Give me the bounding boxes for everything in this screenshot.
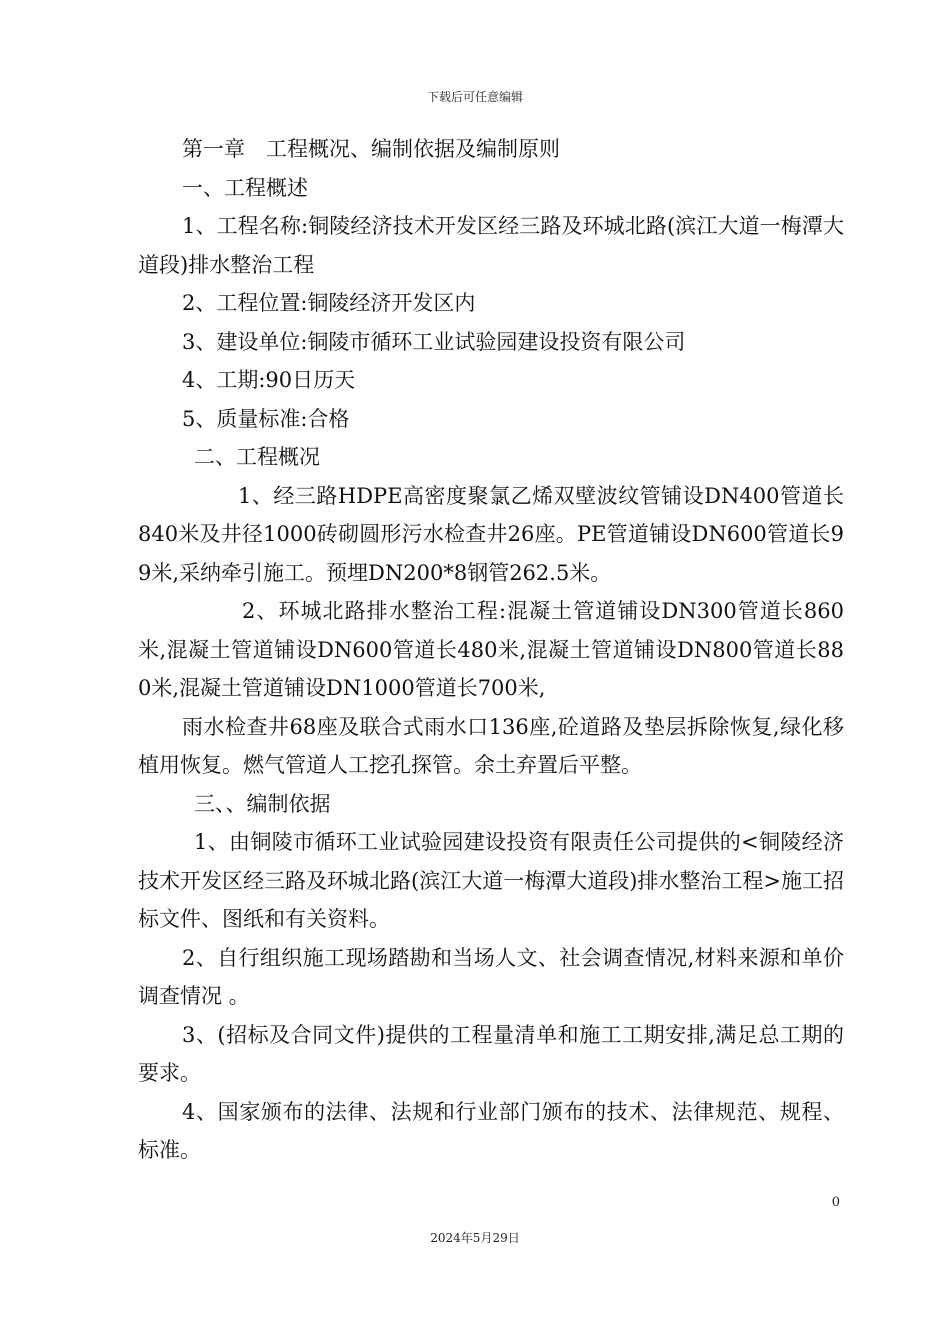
- paragraph: 1、工程名称:铜陵经济技术开发区经三路及环城北路(滨江大道一梅潭大道段)排水整治工程: [138, 214, 844, 277]
- paragraph: 4、国家颁布的法律、法规和行业部门颁布的技术、法律规范、规程、标准。: [138, 1099, 844, 1162]
- paragraph: 1、由铜陵市循环工业试验园建设投资有限责任公司提供的<铜陵经济技术开发区经三路及环城北路(滨江大道一梅潭大道段)排水整治工程>施工招标文件、图纸和有关资料。: [138, 830, 844, 931]
- section-heading: 二、工程概况: [194, 445, 320, 469]
- paragraph: 3、建设单位:铜陵市循环工业试验园建设投资有限公司: [182, 329, 686, 354]
- page-header: 下载后可任意编辑: [426, 90, 523, 104]
- paragraph: 2、环城北路排水整治工程:混凝土管道铺设DN300管道长860米,混凝土管道铺设DN600管道长480米,混凝土管道铺设DN800管道长880米,混凝土管道铺设DN1000管道长700米,: [138, 599, 844, 700]
- paragraph: 雨水检查井68座及联合式雨水口136座,砼道路及垫层拆除恢复,绿化移植用恢复。燃气管道人工挖孔探管。余土弃置后平整。: [138, 714, 844, 777]
- document-body: [138, 130, 844, 1170]
- page-footer-date: 2024年5月29日: [430, 1231, 520, 1245]
- paragraph: 4、工期:90日历天: [182, 368, 356, 392]
- paragraph: 2、自行组织施工现场踏勘和当场人文、社会调查情况,材料来源和单价调查情况 。: [138, 945, 844, 1008]
- paragraph: 1、经三路HDPE高密度聚氯乙烯双壁波纹管铺设DN400管道长840米及井径1000砖砌圆形污水检查井26座。PE管道铺设DN600管道长99米,采纳牵引施工。预埋DN200*8钢管262.5米。: [138, 483, 844, 585]
- paragraph: 2、工程位置:铜陵经济开发区内: [182, 291, 476, 315]
- page-number: 0: [831, 1195, 840, 1210]
- chapter-title: 第一章 工程概况、编制依据及编制原则: [182, 137, 560, 161]
- section-heading: 三、、编制依据: [194, 791, 331, 816]
- paragraph: 3、(招标及合同文件)提供的工程量清单和施工工期安排,满足总工期的要求。: [138, 1022, 844, 1085]
- paragraph: 5、质量标准:合格: [182, 406, 350, 431]
- section-heading: 一、工程概述: [182, 175, 308, 200]
